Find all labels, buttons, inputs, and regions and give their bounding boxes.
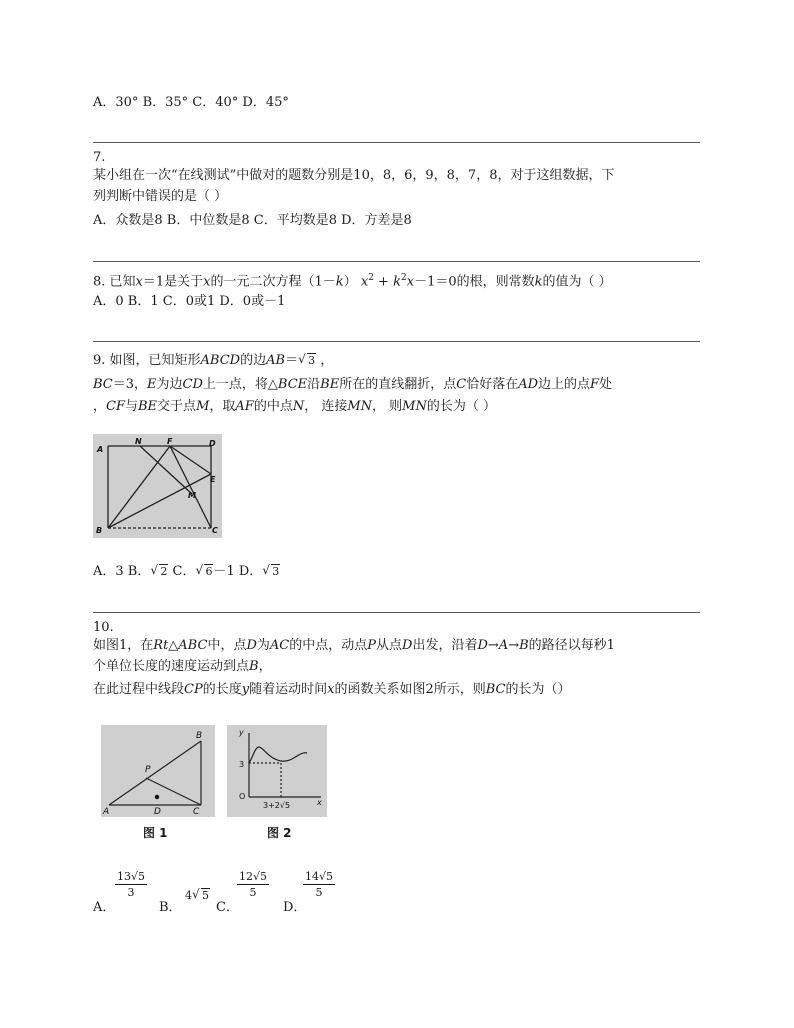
q10-option-b-value: 4√ 5 (185, 889, 210, 902)
q7-options: A．众数是8 B．中位数是8 C．平均数是8 D．方差是8 (93, 213, 412, 228)
fig2-axis-y-label: y (239, 728, 244, 737)
fig-label-m: M (188, 491, 196, 500)
q10-option-d-fraction: $\frac{14√5}{5}$ (305, 870, 334, 899)
fig2-origin-label: O (239, 792, 246, 801)
q7-stem-line2: 列判断中错误的是（ ） (93, 189, 228, 204)
q10-option-b-label: B． (159, 900, 182, 915)
q9-stem-line1: 9. 如图，已知矩形ABCD的边AB＝√ 3 ， (93, 352, 333, 370)
q10-option-d-label: D． (283, 900, 307, 915)
q7-stem-line1: 某小组在一次“在线测试”中做对的题数分别是10，8，6，9，8，7，8，对于这组数据，下 (93, 168, 615, 183)
fig-label-f: F (167, 437, 173, 446)
q10-option-a-label: A． (93, 900, 116, 915)
q10-stem-line3: 在此过程中线段CP的长度y随着运动时间x的函数关系如图2所示，则BC的长为（） (93, 682, 571, 697)
q9-rectangle-figure (93, 434, 222, 538)
fig-label-d: D (209, 439, 216, 448)
fig2-x-tick: 3+2√5 (263, 801, 291, 810)
divider (93, 341, 700, 342)
q10-stem-line1: 如图1，在Rt△ABC中，点D为AC的中点，动点P从点D出发，沿着D→A→B的路径以每秒1 (93, 638, 615, 653)
q10-stem-line2: 个单位长度的速度运动到点B， (93, 659, 272, 674)
q7-number: 7. (93, 150, 106, 165)
divider (93, 261, 700, 262)
divider (93, 142, 700, 143)
q8-stem: 8. 已知x＝1是关于x的一元二次方程（1－k） $x^2 + k^2x-1=0$的根，则常数k的值为（ ） (93, 273, 612, 290)
fig2-axis-x-label: x (317, 798, 322, 807)
fig2-y-tick: 3 (239, 760, 245, 769)
q10-option-c-label: C． (216, 900, 239, 915)
fig1-caption: 图 1 (143, 826, 168, 840)
fig-label-b: B (96, 526, 103, 535)
fig1-label-d: D (154, 807, 161, 817)
fig-label-n: N (135, 437, 142, 446)
fig1-label-p: P (145, 765, 151, 775)
q8-options: A．0 B．1 C．0或1 D．0或－1 (93, 294, 286, 309)
q10-option-c-fraction: $\frac{12√5}{5}$ (239, 870, 268, 899)
fig1-label-a: A (103, 807, 110, 817)
fig-label-e: E (210, 475, 216, 484)
q10-figure-1 (101, 725, 215, 817)
q9-stem-line2: BC＝3，E为边CD上一点，将△BCE沿BE所在的直线翻折，点C恰好落在AD边上的点F处 (93, 377, 613, 392)
fig2-caption: 图 2 (267, 826, 292, 840)
fig-label-a: A (97, 445, 104, 454)
fig1-label-c: C (193, 807, 200, 817)
fig1-label-b: B (196, 731, 203, 741)
fig-label-c: C (212, 526, 218, 535)
q10-option-a-fraction: $\frac{13√5}{3}$ (117, 870, 146, 899)
q6-options: A．30° B．35° C．40° D．45° (93, 95, 289, 110)
q10-number: 10. (93, 620, 114, 635)
point-d-marker (155, 795, 159, 799)
q9-options: A．3 B．√ 2 C．√ 6－1 D．√ 3 (93, 563, 280, 581)
divider (93, 612, 700, 613)
q9-stem-line3: ，CF与BE交于点M，取AF的中点N， 连接MN， 则MN的长为（ ） (93, 399, 496, 414)
q10-figure-2 (227, 725, 327, 817)
